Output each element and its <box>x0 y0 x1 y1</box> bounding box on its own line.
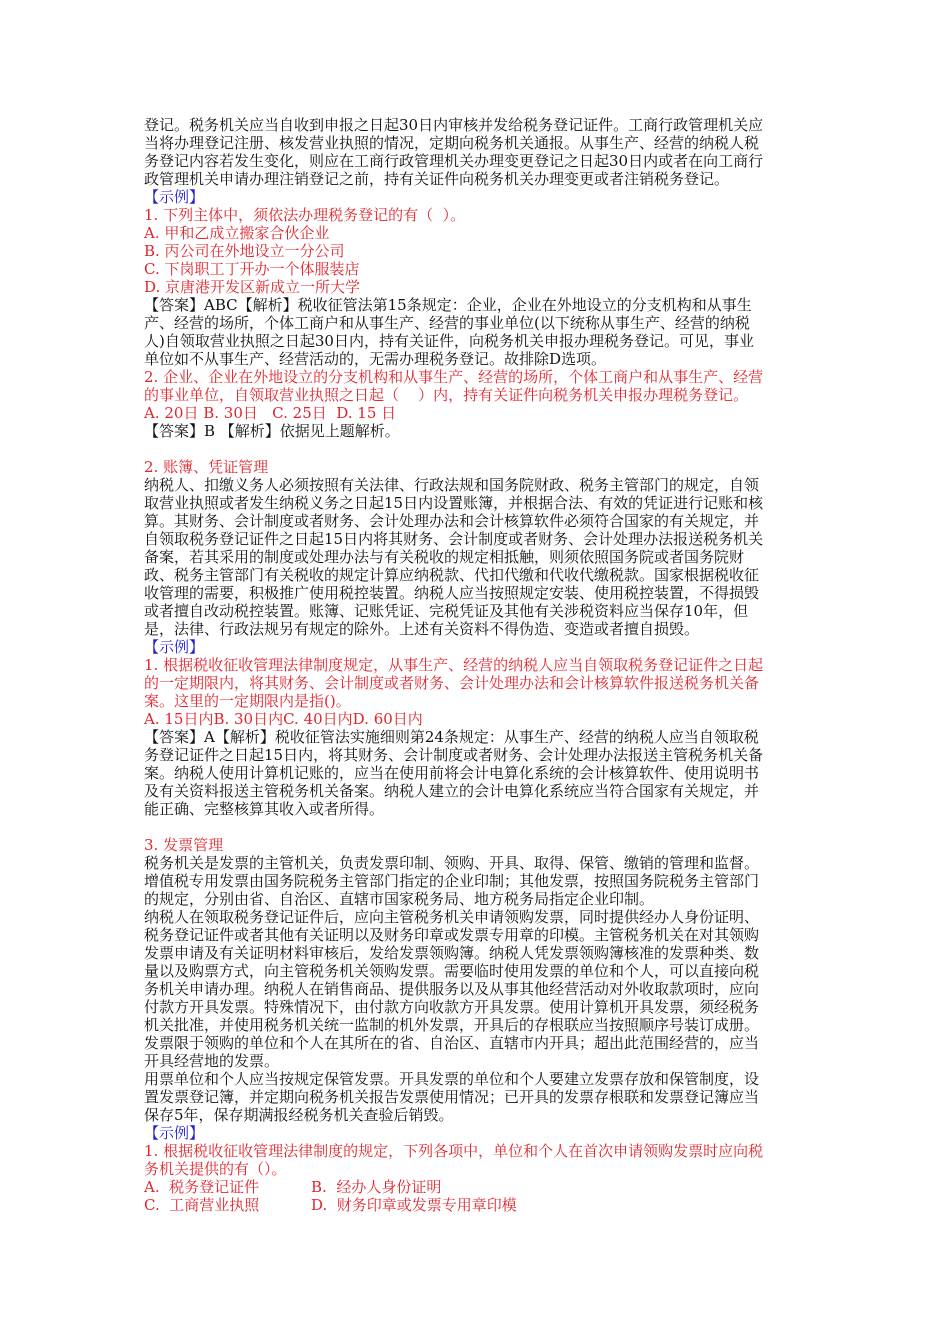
text-line: 自领取税务登记证件之日起15日内将其财务、会计制度或者财务、会计处理办法报送税务机关 <box>144 530 764 548</box>
option-d: D. 财务印章或发票专用章印模 <box>311 1196 517 1214</box>
options-line: A. 20日 B. 30日 C. 25日 D. 15 日 <box>144 404 397 422</box>
option-c: C. 工商营业执照 <box>144 1196 260 1214</box>
text-line: 纳税人在领取税务登记证件后，应向主管税务机关申请领购发票，同时提供经办人身份证明、 <box>144 908 760 926</box>
answer-line: 及有关资料报送主管税务机关备案。纳税人建立的会计电算化系统应当符合国家有关规定，并 <box>144 782 760 800</box>
text-line: 税务机关是发票的主管机关，负责发票印制、领购、开具、取得、保管、缴销的管理和监督。 <box>144 854 760 872</box>
question-2 <box>144 368 812 440</box>
question-stem: 2. 企业、企业在外地设立的分支机构和从事生产、经营的场所，个体工商户和从事生产、经营 <box>144 368 764 386</box>
text-line: 务登记内容若发生变化，则应在工商行政管理机关办理变更登记之日起30日内或者在向工商行 <box>144 152 764 170</box>
question-stem: 案。这里的一定期限内是指()。 <box>144 692 351 710</box>
text-line: 取营业执照或者发生纳税义务之日起15日内设置账簿，并根据合法、有效的凭证进行记账和核 <box>144 494 764 512</box>
text-line: 增值税专用发票由国务院税务主管部门指定的企业印制；其他发票，按照国务院税务主管部门 <box>144 872 760 890</box>
question-stem: 的一定期限内，将其财务、会计制度或者财务、会计处理办法和会计核算软件报送税务机关备 <box>144 674 760 692</box>
option-b: B. 丙公司在外地设立一分公司 <box>144 242 345 260</box>
options-row <box>144 1178 812 1196</box>
answer-line: 产、经营的场所，个体工商户和从事生产、经营的事业单位(以下统称从事生产、经营的纳税 <box>144 314 750 332</box>
text-line: 税务登记证件或者其他有关证明以及财务印章或发票专用章的印模。主管税务机关在对其领购 <box>144 926 760 944</box>
text-line: 量以及购票方式，向主管税务机关领购发票。需要临时使用发票的单位和个人，可以直接向税 <box>144 962 760 980</box>
text-line: 收管理的需要，积极推广使用税控装置。纳税人应当按照规定安装、使用税控装置，不得损毁 <box>144 584 760 602</box>
answer-line: 能正确、完整核算其收入或者所得。 <box>144 800 385 818</box>
document-page <box>144 116 812 1214</box>
answer-line: 【答案】B 【解析】依据见上题解析。 <box>144 422 400 440</box>
section-body <box>144 854 812 1124</box>
options-line: A. 15日内B. 30日内C. 40日内D. 60日内 <box>144 710 423 728</box>
question-1 <box>144 1142 812 1214</box>
answer-line: 单位如不从事生产、经营活动的，无需办理税务登记。故排除D选项。 <box>144 350 607 368</box>
question-stem: 1. 根据税收征收管理法律制度规定，从事生产、经营的纳税人应当自领取税务登记证件之日起 <box>144 656 764 674</box>
answer-line: 案。纳税人使用计算机记账的，应当在使用前将会计电算化系统的会计核算软件、使用说明书 <box>144 764 760 782</box>
intro-paragraph <box>144 116 812 188</box>
text-line: 保存5年，保存期满报经税务机关查验后销毁。 <box>144 1106 454 1124</box>
text-line: 务机关申请办理。纳税人在销售商品、提供服务以及从事其他经营活动对外收取款项时，应向 <box>144 980 760 998</box>
text-line: 政管理机关申请办理注销登记之前，持有关证件向税务机关办理变更或者注销税务登记。 <box>144 170 730 188</box>
answer-line: 务登记证件之日起15日内，将其财务、会计制度或者财务、会计处理办法报送主管税务机关备 <box>144 746 764 764</box>
example-label: 【示例】 <box>144 638 205 656</box>
answer-line: 【答案】ABC【解析】税收征管法第15条规定：企业，企业在外地设立的分支机构和从事生 <box>144 296 752 314</box>
text-line: 开具经营地的发票。 <box>144 1052 280 1070</box>
answer-line: 【答案】A【解析】税收征管法实施细则第24条规定：从事生产、经营的纳税人应当自领取税 <box>144 728 759 746</box>
option-b: B. 经办人身份证明 <box>311 1178 442 1196</box>
question-1 <box>144 656 812 818</box>
question-stem: 1. 下列主体中，须依法办理税务登记的有（ ）。 <box>144 206 466 224</box>
example-label: 【示例】 <box>144 1124 205 1142</box>
options-row <box>144 1196 812 1214</box>
section-title: 3. 发票管理 <box>144 836 224 854</box>
example-label: 【示例】 <box>144 188 205 206</box>
answer-line: 人)自领取营业执照之日起30日内，持有关证件，向税务机关申报办理税务登记。可见，事业 <box>144 332 754 350</box>
option-d: D. 京唐港开发区新成立一所大学 <box>144 278 361 296</box>
text-line: 纳税人、扣缴义务人必须按照有关法律、行政法规和国务院财政、税务主管部门的规定，自领 <box>144 476 760 494</box>
section-title: 2. 账簿、凭证管理 <box>144 458 269 476</box>
text-line: 算。其财务、会计制度或者财务、会计处理办法和会计核算软件必须符合国家的有关规定，并 <box>144 512 760 530</box>
question-stem: 的事业单位，自领取营业执照之日起（ ）内，持有关证件向税务机关申报办理税务登记。 <box>144 386 749 404</box>
section-body <box>144 476 812 638</box>
text-line: 政、税务主管部门有关税收的规定计算应纳税款、代扣代缴和代收代缴税款。国家根据税收征 <box>144 566 760 584</box>
text-line: 或者擅自改动税控装置。账簿、记账凭证、完税凭证及其他有关涉税资料应当保存10年，但 <box>144 602 749 620</box>
text-line: 登记。税务机关应当自收到申报之日起30日内审核并发给税务登记证件。工商行政管理机关应 <box>144 116 764 134</box>
option-c: C. 下岗职工丁开办一个体服装店 <box>144 260 360 278</box>
text-line: 用票单位和个人应当按规定保管发票。开具发票的单位和个人要建立发票存放和保管制度，设 <box>144 1070 760 1088</box>
text-line: 当将办理登记注册、核发营业执照的情况，定期向税务机关通报。从事生产、经营的纳税人税 <box>144 134 760 152</box>
question-stem: 务机关提供的有（）。 <box>144 1160 287 1178</box>
text-line: 发票限于领购的单位和个人在其所在的省、自治区、直辖市内开具；超出此范围经营的，应当 <box>144 1034 760 1052</box>
text-line: 的规定，分别由省、自治区、直辖市国家税务局、地方税务局指定企业印制。 <box>144 890 655 908</box>
text-line: 备案，若其采用的制度或处理办法与有关税收的规定相抵触，则须依照国务院或者国务院财 <box>144 548 745 566</box>
option-a: A. 甲和乙成立搬家合伙企业 <box>144 224 330 242</box>
text-line: 机关批准，并使用税务机关统一监制的机外发票，开具后的存根联应当按照顺序号装订成册。 <box>144 1016 760 1034</box>
option-a: A. 税务登记证件 <box>144 1178 260 1196</box>
text-line: 付款方开具发票。特殊情况下，由付款方向收款方开具发票。使用计算机开具发票，须经税务 <box>144 998 760 1016</box>
text-line: 发票申请及有关证明材料审核后，发给发票领购簿。纳税人凭发票领购簿核准的发票种类、数 <box>144 944 760 962</box>
question-1 <box>144 206 812 368</box>
text-line: 是，法律、行政法规另有规定的除外。上述有关资料不得伪造、变造或者擅自损毁。 <box>144 620 700 638</box>
question-stem: 1. 根据税收征收管理法律制度的规定，下列各项中，单位和个人在首次申请领购发票时应向税 <box>144 1142 764 1160</box>
text-line: 置发票登记簿，并定期向税务机关报告发票使用情况；已开具的发票存根联和发票登记簿应当 <box>144 1088 760 1106</box>
